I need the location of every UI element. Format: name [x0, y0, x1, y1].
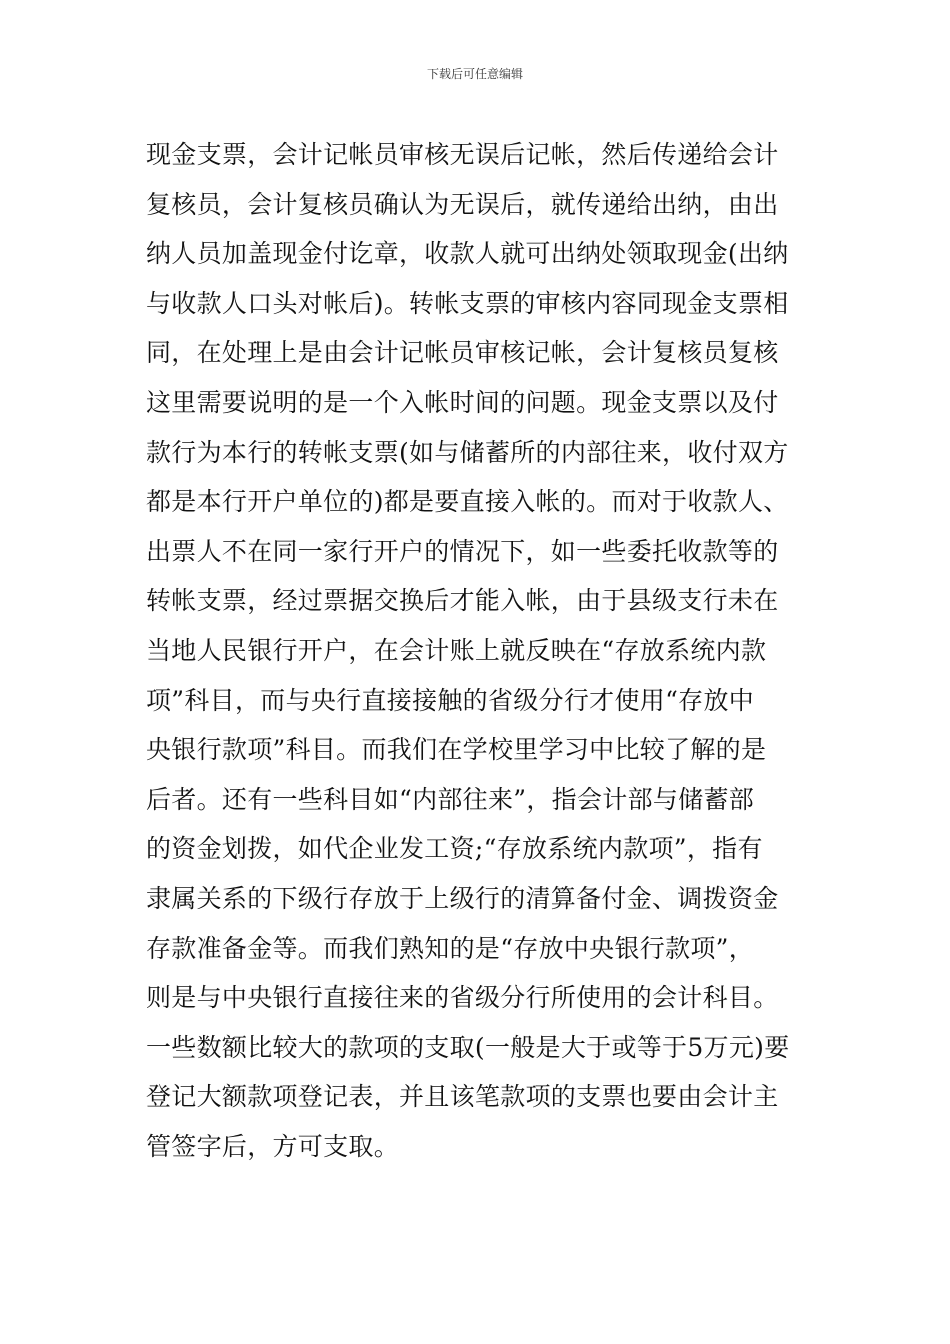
text-line: 这里需要说明的是一个入帐时间的问题。现金支票以及付 [146, 387, 779, 417]
text-line: 央银行款项”科目。而我们在学校里学习中比较了解的是 [146, 735, 767, 765]
text-line: 同，在处理上是由会计记帐员审核记帐，会计复核员复核 [146, 338, 779, 368]
text-line: 转帐支票，经过票据交换后才能入帐，由于县级支行未在 [146, 586, 779, 616]
header-note: 下载后可任意编辑 [426, 67, 523, 81]
text-line: 复核员，会计复核员确认为无误后，就传递给出纳，由出 [146, 189, 779, 219]
text-line: 管签字后，方可支取。 [146, 1131, 400, 1161]
text-line: 纳人员加盖现金付讫章，收款人就可出纳处领取现金(出纳 [146, 239, 789, 269]
text-line: 项”科目，而与央行直接接触的省级分行才使用“存放中 [146, 685, 755, 715]
text-line: 的资金划拨，如代企业发工资;“存放系统内款项”，指有 [146, 834, 763, 864]
text-line: 隶属关系的下级行存放于上级行的清算备付金、调拨资金 [146, 883, 779, 913]
text-line: 与收款人口头对帐后)。转帐支票的审核内容同现金支票相 [146, 288, 789, 318]
text-line: 登记大额款项登记表，并且该笔款项的支票也要由会计主 [146, 1082, 779, 1112]
text-line: 则是与中央银行直接往来的省级分行所使用的会计科目。 [146, 983, 779, 1013]
text-line: 当地人民银行开户，在会计账上就反映在“存放系统内款 [146, 635, 767, 665]
body-text [146, 130, 816, 1171]
text-line: 都是本行开户单位的)都是要直接入帐的。而对于收款人、 [146, 487, 789, 517]
text-line: 出票人不在同一家行开户的情况下，如一些委托收款等的 [146, 536, 779, 566]
text-line: 存款准备金等。而我们熟知的是“存放中央银行款项”， [146, 933, 755, 963]
text-line: 一些数额比较大的款项的支取(一般是大于或等于5万元)要 [146, 1032, 790, 1062]
text-line: 款行为本行的转帐支票(如与储蓄所的内部往来，收付双方 [146, 437, 789, 467]
text-line: 后者。还有一些科目如“内部往来”，指会计部与储蓄部 [146, 784, 755, 814]
text-line: 现金支票，会计记帐员审核无误后记帐，然后传递给会计 [146, 140, 779, 169]
